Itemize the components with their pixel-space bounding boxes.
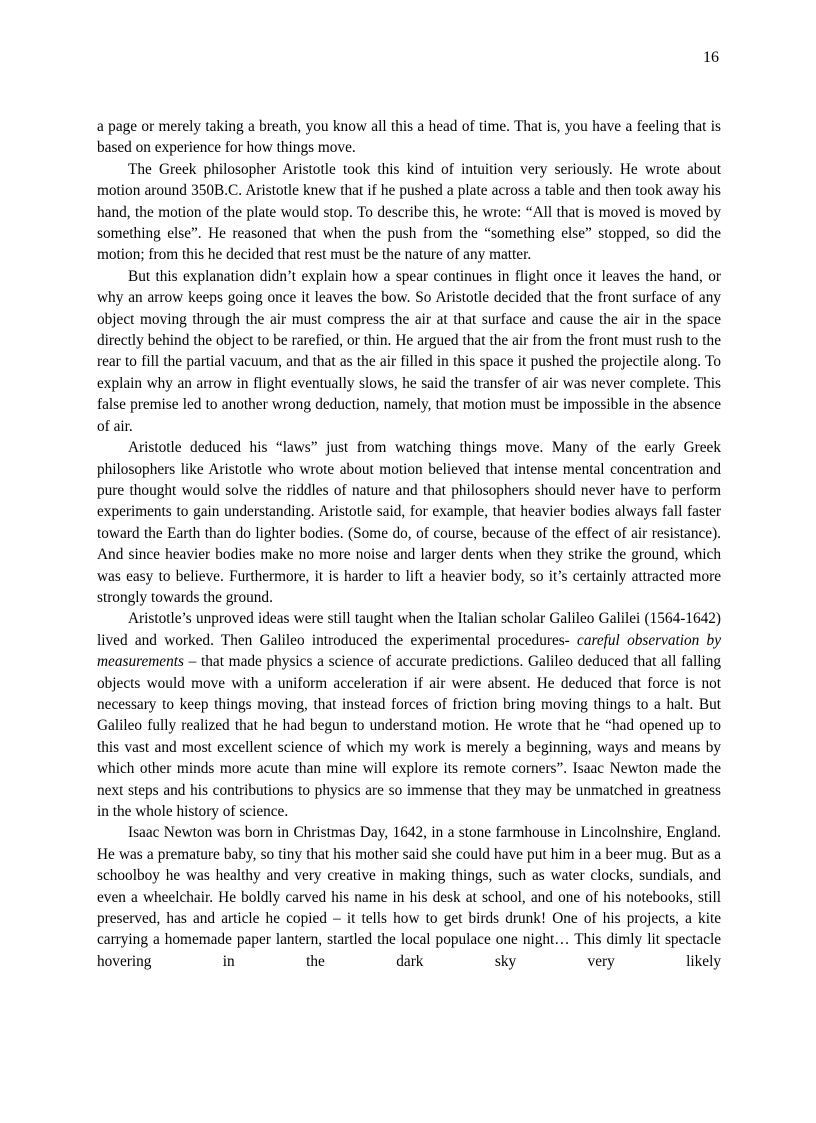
text-run: Isaac Newton was born in Christmas Day, 1642, in a stone farmhouse in Lincolnshire, England. He was a premature baby, so tiny that his mother said she could have put him in a beer mug. But as a schoolboy he was healthy and very creative in making things, such as water clocks, sundials, and even a wheelchair. He boldly carved his name in his desk at school, and one of his notebooks, still preserved, has and article he copied – it tells how to get birds drunk! One of his projects, a kite carrying a homemade paper lantern, startled the local populace one night… This dimly lit spectacle hovering in the dark sky very likely [97, 824, 721, 970]
body-text [97, 116, 721, 972]
paragraph-newton [97, 822, 721, 972]
page-number: 16 [703, 49, 719, 66]
text-run: But this explanation didn’t explain how a spear continues in flight once it leaves the hand, or why an arrow keeps going once it leaves the bow. So Aristotle decided that the front surface of any object moving through the air must compress the air at that surface and cause the air in the space directly behind the object to be rarefied, or thin. He argued that the air from the front must rush to the rear to fill the partial vacuum, and that as the air filled in this space it pushed the projectile along. To explain why an arrow in flight eventually slows, he said the transfer of air was never complete. This false premise led to another wrong deduction, namely, that motion must be impossible in the absence of air. [97, 267, 721, 435]
text-run: Aristotle’s unproved ideas were still taught when the Italian scholar Galileo Galilei (1564-1642) lived and worked. Then Galileo introduced the experimental procedures- [97, 610, 721, 649]
text-run: a page or merely taking a breath, you know all this a head of time. That is, you have a feeling that is based on experience for how things move. [97, 118, 721, 157]
paragraph-aristotle-air-theory [97, 266, 721, 437]
paragraph-aristotle-intuition [97, 159, 721, 266]
paragraph-aristotle-laws [97, 437, 721, 608]
paragraph-intro-continuation [97, 116, 721, 159]
paragraph-galileo [97, 608, 721, 822]
text-run: The Greek philosopher Aristotle took this kind of intuition very seriously. He wrote about motion around 350B.C. Aristotle knew that if he pushed a plate across a table and then took away his hand, the motion of the plate would stop. To describe this, he wrote: “All that is moved is moved by something else”. He reasoned that when the push from the “something else” stopped, so did the motion; from this he decided that rest must be the nature of any matter. [97, 160, 721, 264]
text-run: – that made physics a science of accurate predictions. Galileo deduced that all falling objects would move with a uniform acceleration if air were absent. He deduced that force is not necessary to keep things moving, that instead forces of friction bring moving things to a halt. But Galileo fully realized that he had begun to understand motion. He wrote that he “had opened up to this vast and most excellent science of which my work is merely a beginning, ways and means by which other minds more acute than mine will explore its remote corners”. Isaac Newton made the next steps and his contributions to physics are so immense that they may be unmatched in greatness in the whole history of science. [97, 653, 721, 820]
text-run: Aristotle deduced his “laws” just from watching things move. Many of the early Greek philosophers like Aristotle who wrote about motion believed that intense mental concentration and pure thought would solve the riddles of nature and that philosophers should never have to perform experiments to gain understanding. Aristotle said, for example, that heavier bodies always fall faster toward the Earth than do lighter bodies. (Some do, of course, because of the effect of air resistance). And since heavier bodies make no more noise and larger dents when they strike the ground, which was easy to believe. Furthermore, it is harder to lift a heavier body, so it’s certainly attracted more strongly towards the ground. [97, 439, 721, 606]
italic-text-run: careful observation by measurements [97, 631, 721, 671]
